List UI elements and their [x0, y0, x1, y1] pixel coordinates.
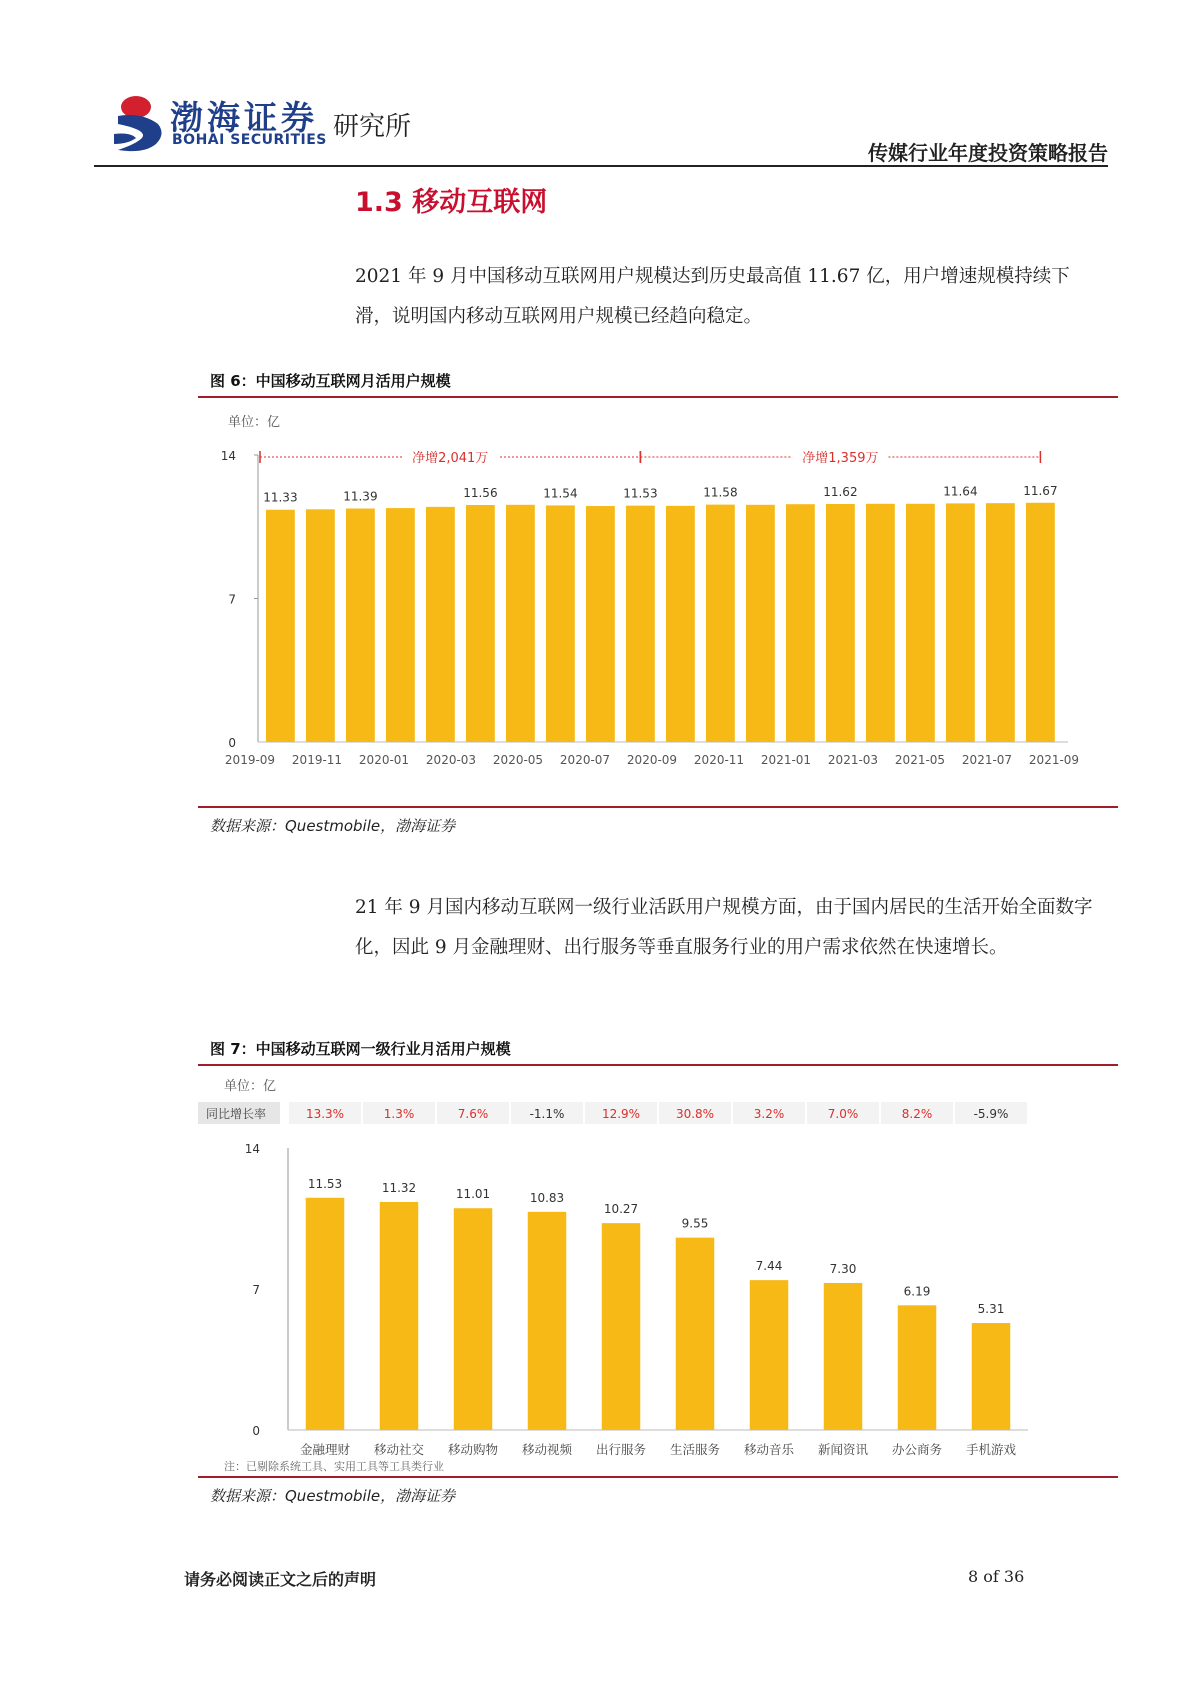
chart7-growth-value: -1.1% [529, 1107, 565, 1121]
chart6-bar [1026, 503, 1055, 742]
header-divider [94, 165, 1108, 167]
chart7-category-label: 新闻资讯 [817, 1442, 869, 1457]
logo-institute: 研究所 [333, 112, 412, 142]
chart7-value-label: 11.01 [455, 1187, 491, 1202]
figure-6-chart [198, 400, 1098, 802]
figure-6-bottom-rule [198, 806, 1118, 808]
chart6-value-label: 11.67 [1023, 483, 1058, 498]
chart7-value-label: 7.30 [829, 1261, 857, 1276]
figure-6-top-rule [198, 396, 1118, 398]
chart7-growth-value: 3.2% [753, 1107, 785, 1121]
chart7-growth-value: 12.9% [601, 1107, 641, 1121]
chart6-x-tick: 2021-09 [1028, 753, 1080, 767]
chart6-bar [346, 509, 375, 742]
chart7-category-label: 办公商务 [891, 1442, 943, 1457]
chart6-value-label: 11.39 [343, 489, 378, 504]
paragraph-2: 21 年 9 月国内移动互联网一级行业活跃用户规模方面，由于国内居民的生活开始全面数字化，因此 9 月金融理财、出行服务等垂直服务行业的用户需求依然在快速增长。 [355, 897, 1093, 958]
chart7-bar [380, 1202, 418, 1430]
chart7-value-label: 7.44 [755, 1259, 783, 1274]
chart6-x-tick: 2020-05 [492, 753, 544, 767]
chart6-bar [546, 505, 575, 742]
chart6-value-label: 11.64 [943, 484, 978, 499]
chart7-category-label: 手机游戏 [965, 1442, 1017, 1457]
chart7-category-label: 金融理财 [299, 1442, 351, 1457]
chart7-growth-value: 30.8% [675, 1107, 715, 1121]
chart6-value-label: 11.62 [823, 484, 858, 499]
chart6-bar [666, 506, 695, 742]
figure-7-chart [198, 1068, 1098, 1472]
chart7-value-label: 9.55 [681, 1216, 709, 1231]
chart7-growth-value: -5.9% [973, 1107, 1009, 1121]
chart6-x-tick: 2020-03 [425, 753, 477, 767]
chart6-value-label: 11.54 [543, 486, 578, 501]
chart7-category-label: 移动社交 [373, 1442, 425, 1457]
chart6-x-tick: 2020-01 [358, 753, 410, 767]
chart7-bar [750, 1280, 788, 1430]
chart7-growth-header: 同比增长率 [206, 1107, 267, 1121]
chart6-x-tick: 2021-05 [894, 753, 946, 767]
chart7-growth-value: 13.3% [305, 1107, 345, 1121]
chart7-value-label: 10.27 [603, 1202, 639, 1217]
chart7-y-tick: 0 [252, 1424, 260, 1438]
chart6-value-label: 11.58 [703, 485, 738, 500]
chart7-bar [602, 1223, 640, 1430]
chart7-bar [972, 1323, 1010, 1430]
page-number: 8 of 36 [968, 1567, 1025, 1586]
chart6-x-tick: 2021-07 [961, 753, 1013, 767]
chart7-y-tick: 7 [252, 1283, 260, 1297]
chart6-bar [906, 504, 935, 742]
chart7-bar [528, 1212, 566, 1430]
logo-chinese-name: 渤海证券 [170, 98, 318, 137]
bohai-logo-icon [112, 94, 168, 154]
chart7-bar [898, 1305, 936, 1430]
chart6-x-tick: 2020-11 [693, 753, 745, 767]
report-title: 传媒行业年度投资策略报告 [868, 141, 1108, 165]
chart6-bar [266, 510, 295, 742]
chart7-unit-label: 单位：亿 [224, 1079, 277, 1094]
chart6-x-tick: 2021-03 [827, 753, 879, 767]
chart6-x-tick: 2020-07 [559, 753, 611, 767]
figure-7-source: 数据来源：Questmobile，渤海证券 [210, 1487, 456, 1505]
chart6-bar [786, 504, 815, 742]
chart7-bar [824, 1283, 862, 1430]
chart7-y-tick: 14 [244, 1142, 260, 1156]
chart6-x-tick: 2019-09 [224, 753, 276, 767]
figure-6-source: 数据来源：Questmobile，渤海证券 [210, 817, 456, 835]
chart7-bar [454, 1208, 492, 1430]
chart6-bar [426, 507, 455, 742]
chart7-category-label: 移动音乐 [743, 1442, 795, 1457]
chart6-bar [826, 504, 855, 742]
chart7-value-label: 10.83 [529, 1190, 565, 1205]
figure-7-title: 图 7：中国移动互联网一级行业月活用户规模 [210, 1040, 511, 1058]
chart7-growth-value: 7.6% [457, 1107, 489, 1121]
chart6-bar [706, 505, 735, 742]
chart6-bar [506, 505, 535, 742]
chart7-value-label: 11.32 [381, 1180, 417, 1195]
section-title: 1.3 移动互联网 [355, 187, 548, 218]
chart6-bar [306, 509, 335, 742]
chart7-growth-value: 1.3% [383, 1107, 415, 1121]
chart6-bar [866, 504, 895, 742]
chart6-x-tick: 2019-11 [291, 753, 343, 767]
chart7-category-label: 生活服务 [669, 1442, 721, 1457]
paragraph-1: 2021 年 9 月中国移动互联网用户规模达到历史最高值 11.67 亿，用户增速规模持续下滑，说明国内移动互联网用户规模已经趋向稳定。 [355, 266, 1070, 327]
logo-english-name: BOHAI SECURITIES [172, 132, 327, 148]
figure-7-top-rule [198, 1064, 1118, 1066]
figure-6-title: 图 6：中国移动互联网月活用户规模 [210, 372, 451, 390]
chart6-annotation-text: 净增2,041万 [412, 451, 489, 466]
chart6-annotation-text: 净增1,359万 [802, 451, 879, 466]
chart6-bar [586, 506, 615, 742]
chart6-bar [466, 505, 495, 742]
chart6-bar [946, 503, 975, 742]
chart6-x-tick: 2020-09 [626, 753, 678, 767]
figure-7-bottom-rule [198, 1476, 1118, 1478]
chart6-bar [746, 505, 775, 742]
chart7-category-label: 移动视频 [521, 1442, 573, 1457]
chart7-value-label: 6.19 [903, 1284, 931, 1299]
chart6-y-tick: 0 [228, 736, 236, 750]
chart7-category-label: 出行服务 [595, 1442, 647, 1457]
chart7-note: 注：已剔除系统工具、实用工具等工具类行业 [224, 1460, 444, 1472]
chart6-y-tick: 14 [220, 449, 236, 463]
chart7-bar [306, 1198, 344, 1430]
chart6-bar [986, 503, 1015, 742]
chart6-value-label: 11.33 [263, 490, 298, 505]
chart6-y-tick: 7 [228, 592, 236, 607]
chart7-growth-value: 7.0% [827, 1107, 859, 1121]
footer-disclaimer: 请务必阅读正文之后的声明 [184, 1570, 377, 1589]
chart7-growth-value: 8.2% [901, 1107, 933, 1121]
chart7-value-label: 11.53 [307, 1176, 343, 1191]
chart7-value-label: 5.31 [977, 1302, 1005, 1317]
chart7-category-label: 移动购物 [447, 1442, 499, 1457]
chart7-bar [676, 1238, 714, 1430]
chart6-bar [626, 506, 655, 742]
chart6-x-tick: 2021-01 [760, 753, 812, 767]
chart6-value-label: 11.53 [623, 486, 658, 501]
chart6-bar [386, 508, 415, 742]
chart6-value-label: 11.56 [463, 486, 498, 501]
chart6-unit-label: 单位：亿 [228, 415, 281, 430]
